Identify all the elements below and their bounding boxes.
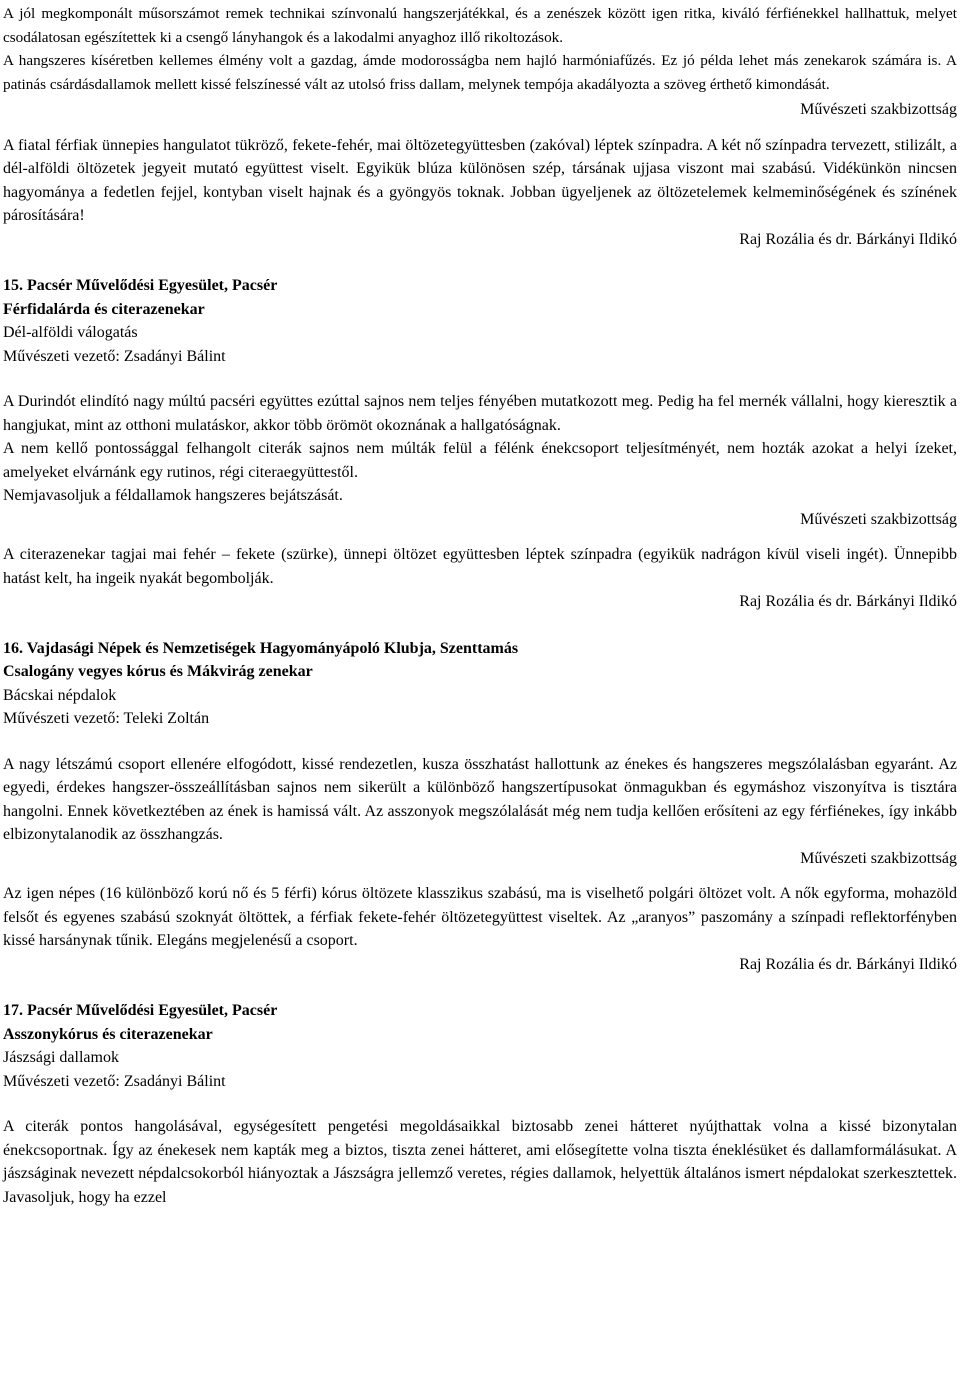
intro-paragraph-1: A jól megkomponált műsorszámot remek technikai színvonalú hangszerjátékkal, és a zenészek között igen ritka, kiváló férfiénekkel hallhattuk, melyet csodálatosan egészítettek ki a csengő lányhangok és a lakodalmi anyaghoz illő rikoltozások.	[3, 5, 957, 46]
entry-15-director: Művészeti vezető: Zsadányi Bálint	[3, 347, 226, 365]
entry-15-heading: 15. Pacsér Művelődési Egyesület, Pacsér	[3, 277, 278, 294]
entry-16-group: Csalogány vegyes kórus és Mákvirág zenekar	[3, 663, 313, 680]
entry-16-signature-2: Raj Rozália és dr. Bárkányi Ildikó	[739, 955, 957, 973]
document-page	[3, 0, 957, 1209]
entry-15-paragraph-2: A nem kellő pontossággal felhangolt citerák sajnos nem múlták felül a félénk énekcsoport teljesítményét, nem hozták azokat a helyi ízeket, amelyeket elvárnánk egy rutinos, régi citeraegyüttestől.	[3, 440, 957, 481]
intro-signature: Művészeti szakbizottság	[800, 101, 957, 118]
entry-16	[3, 637, 957, 977]
costume-intro-paragraph: A fiatal férfiak ünnepies hangulatot tükröző, fekete-fehér, mai öltözetegyüttesben (zakóval) léptek színpadra. A két nő színpadra tervezett, stilizált, a dél-alföldi öltözetek jegyeit mutató együttest viselt. Egyikük blúza különösen szép, társának ujjasa viszont mai szabású. Vidékünkön nincsen hagyománya a fedetlen fejjel, kontyban viselt hajnak és a gyöngyös toknak. Jobban ügyeljenek az öltözetelemek kelmeminőségének és színének párosítására!	[3, 136, 957, 224]
intro-paragraph-2: A hangszeres kíséretben kellemes élmény volt a gazdag, ámde modorosságba nem hajló harmóniafűzés. Ez jó példa lehet más zenekarok számára is. A patinás csárdásdallamok mellett kissé felszínessé vált az utolsó friss dallam, melynek tempója akadályozta a szöveg érthető kimondását.	[3, 52, 957, 93]
entry-15-paragraph-1: A Durindót elindító nagy múltú pacséri együttes ezúttal sajnos nem teljes fényében mutatkozott meg. Pedig ha fel mernék vállalni, hogy kieresztik a hangjukat, mint az otthoni mulatáskor, akkor több örömöt okoznának a hallgatóságnak.	[3, 393, 957, 434]
entry-16-costume: Az igen népes (16 különböző korú nő és 5 férfi) kórus öltözete klasszikus szabású, ma is viselhető polgári öltözet volt. A nők egyforma, mohazöld felsőt és egyenes szabású szoknyát öltöttek, a férfiak fekete-fehér öltözetegyüttest viseltek. Az „aranyos” paszomány a színpadi reflektorfényben kissé harsánynak tűnik. Elegáns megjelenésű a csoport.	[3, 885, 957, 949]
entry-16-paragraph-1: A nagy létszámú csoport ellenére elfogódott, kissé rendezetlen, kusza összhatást hallottunk az énekes és hangszeres megszólalásban egyaránt. Az egyedi, érdekes hangszer-összeállításban sajnos nem sikerült a különböző hangszertípusokat önmagukban és egymáshoz viszonyítva is tisztára hangolni. Ennek következtében az ének is hamissá vált. Az asszonyok megszólalását még nem tudja kellően erősíteni az egy férfiénekes, így inkább elbizonytalanodik az összhangzás.	[3, 755, 957, 843]
entry-16-program: Bácskai népdalok	[3, 686, 117, 704]
entry-17-program: Jászsági dallamok	[3, 1049, 119, 1066]
entry-16-signature-1: Művészeti szakbizottság	[800, 849, 957, 867]
entry-17-paragraph-1: A citerák pontos hangolásával, egységesített pengetési megoldásaikkal biztosabb zenei hátteret nyújthattak volna a kissé bizonytalan énekcsoportnak. Így az énekesek nem kapták meg a biztos, tiszta zenei hátteret, ami elősegítette volna tiszta éneklésüket és dallamformálásukat. A jászságinak nevezett népdalcsokorból hiányoztak a Jászságra jellemző veretes, régies dallamok, helyettük általános ismert népdalokat szerkesztettek. Javasoljuk, hogy ha ezzel	[3, 1118, 957, 1206]
entry-15-signature-2: Raj Rozália és dr. Bárkányi Ildikó	[739, 593, 957, 610]
entry-15	[3, 274, 957, 614]
entry-17-group: Asszonykórus és citerazenekar	[3, 1025, 213, 1043]
entry-17-heading: 17. Pacsér Művelődési Egyesület, Pacsér	[3, 1002, 278, 1019]
entry-15-costume: A citerazenekar tagjai mai fehér – fekete (szürke), ünnepi öltözet együttesben léptek színpadra (egyikük nadrágon kívül viseli ingét). Ünnepibb hatást kelt, ha ingeik nyakát begombolják.	[3, 546, 957, 587]
entry-16-director: Művészeti vezető: Teleki Zoltán	[3, 710, 210, 727]
entry-15-group: Férfidalárda és citerazenekar	[3, 300, 205, 318]
entry-15-paragraph-3: Nemjavasoljuk a féldallamok hangszeres bejátszását.	[3, 487, 343, 504]
entry-15-signature-1: Művészeti szakbizottság	[800, 510, 957, 528]
costume-intro-section	[3, 134, 957, 252]
entry-17	[3, 999, 957, 1209]
entry-17-director: Művészeti vezető: Zsadányi Bálint	[3, 1072, 226, 1090]
intro-section	[3, 0, 957, 122]
costume-intro-signature: Raj Rozália és dr. Bárkányi Ildikó	[739, 230, 957, 248]
entry-16-heading: 16. Vajdasági Népek és Nemzetiségek Hagyományápoló Klubja, Szenttamás	[3, 639, 519, 657]
entry-15-program: Dél-alföldi válogatás	[3, 324, 138, 341]
